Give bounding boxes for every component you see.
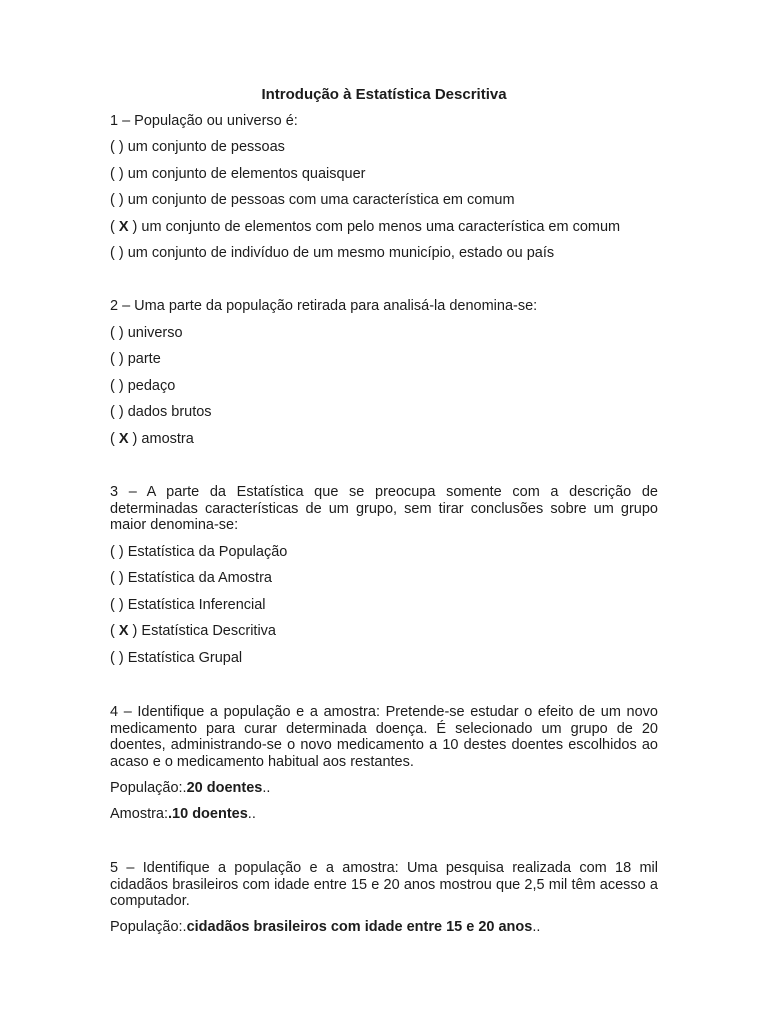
q4-populacao-answer — [110, 780, 270, 796]
option-text: Estatística Grupal — [127, 650, 243, 666]
option-text: amostra — [141, 431, 194, 447]
option-text: Estatística Descritiva — [141, 623, 276, 639]
option-text: dados brutos — [127, 404, 212, 420]
q2-option-3 — [110, 378, 175, 394]
question-3: 3 – A parte da Estatística que se preocupa somente com a descrição de determinadas características de um grupo, sem tirar conclusões sobre um grupo maior denomina-se: — [110, 484, 658, 533]
option-text: pedaço — [127, 378, 176, 394]
option-mark: ( ) — [110, 650, 128, 666]
option-mark: ( ) — [110, 597, 128, 613]
q1-option-4-selected — [110, 219, 620, 235]
answer-value: 20 doentes — [186, 780, 263, 796]
option-mark-open: ( — [110, 431, 119, 447]
page-title: Introdução à Estatística Descritiva — [261, 86, 507, 103]
answer-suffix: .. — [262, 780, 271, 796]
option-text: um conjunto de elementos com pelo menos uma característica em comum — [141, 219, 621, 235]
selected-mark-x: X — [118, 219, 129, 235]
option-mark-close: ) — [128, 219, 142, 235]
answer-label: População:. — [110, 780, 187, 796]
question-5: 5 – Identifique a população e a amostra: Uma pesquisa realizada com 18 mil cidadãos brasileiros com idade entre 15 e 20 anos mostrou que 2,5 mil têm acesso a computador. — [110, 860, 658, 909]
option-mark-close: ) — [128, 623, 142, 639]
option-mark: ( ) — [110, 351, 128, 367]
q2-option-2 — [110, 351, 161, 367]
option-mark-open: ( — [110, 623, 119, 639]
option-mark: ( ) — [110, 544, 128, 560]
option-mark: ( ) — [110, 325, 128, 341]
option-text: um conjunto de elementos quaisquer — [127, 166, 366, 182]
answer-suffix: .. — [247, 806, 256, 822]
q2-option-5-selected — [110, 431, 194, 447]
option-mark: ( ) — [110, 139, 128, 155]
question-2: 2 – Uma parte da população retirada para analisá-la denomina-se: — [110, 298, 538, 314]
q3-option-5 — [110, 650, 242, 666]
option-text: universo — [127, 325, 183, 341]
q5-populacao-answer — [110, 919, 540, 935]
option-mark: ( ) — [110, 245, 128, 261]
q4-amostra-answer — [110, 806, 256, 822]
q1-option-2 — [110, 166, 366, 182]
option-mark: ( ) — [110, 166, 128, 182]
option-mark: ( ) — [110, 404, 128, 420]
answer-label: Amostra: — [110, 806, 169, 822]
option-text: parte — [127, 351, 161, 367]
option-mark-open: ( — [110, 219, 119, 235]
selected-mark-x: X — [118, 431, 129, 447]
option-mark: ( ) — [110, 192, 128, 208]
option-mark-close: ) — [128, 431, 142, 447]
q3-option-4-selected — [110, 623, 276, 639]
option-text: um conjunto de pessoas com uma característica em comum — [127, 192, 515, 208]
option-text: um conjunto de indivíduo de um mesmo município, estado ou país — [127, 245, 555, 261]
question-4: 4 – Identifique a população e a amostra: Pretende-se estudar o efeito de um novo medicamento para curar determinada doença. É selecionado um grupo de 20 doentes, administrando-se o novo medicamento a 10 destes doentes escolhidos ao acaso e o medicamento habitual aos restantes. — [110, 704, 658, 770]
q1-option-1 — [110, 139, 285, 155]
answer-suffix: .. — [532, 919, 541, 935]
answer-value: cidadãos brasileiros com idade entre 15 e 20 anos — [186, 919, 533, 935]
q3-option-1 — [110, 544, 287, 560]
option-text: Estatística da População — [127, 544, 288, 560]
option-mark: ( ) — [110, 378, 128, 394]
option-text: Estatística da Amostra — [127, 570, 272, 586]
selected-mark-x: X — [118, 623, 129, 639]
q1-option-5 — [110, 245, 554, 261]
answer-value: .10 doentes — [168, 806, 248, 822]
q2-option-4 — [110, 404, 212, 420]
q2-option-1 — [110, 325, 183, 341]
q3-option-2 — [110, 570, 272, 586]
q3-option-3 — [110, 597, 266, 613]
option-text: Estatística Inferencial — [127, 597, 266, 613]
option-text: um conjunto de pessoas — [127, 139, 285, 155]
question-1: 1 – População ou universo é: — [110, 113, 298, 129]
q1-option-3 — [110, 192, 515, 208]
option-mark: ( ) — [110, 570, 128, 586]
answer-label: População:. — [110, 919, 187, 935]
